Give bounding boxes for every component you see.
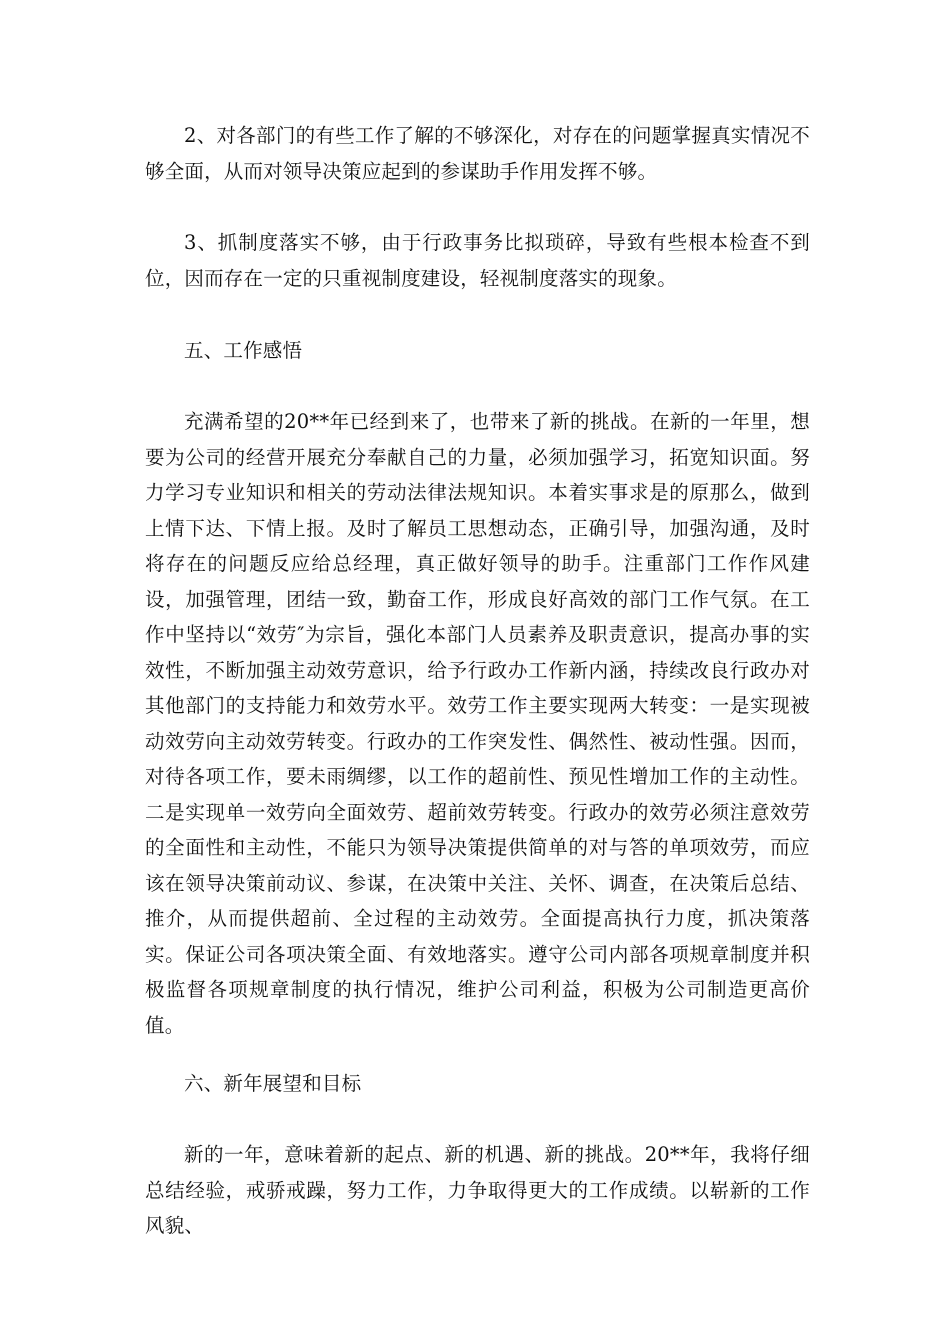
section-6-body: 新的一年，意味着新的起点、新的机遇、新的挑战。20**年，我将仔细总结经验，戒骄戒躁，努力工作，力争取得更大的工作成绩。以崭新的工作风貌、 [145, 1143, 810, 1237]
paragraph-item-2: 2、对各部门的有些工作了解的不够深化，对存在的问题掌握真实情况不够全面，从而对领导决策应起到的参谋助手作用发挥不够。 [145, 124, 810, 183]
paragraph-item-3: 3、抓制度落实不够，由于行政事务比拟琐碎，导致有些根本检查不到位，因而存在一定的只重视制度建设，轻视制度落实的现象。 [145, 231, 810, 290]
section-5-body: 充满希望的20**年已经到来了，也带来了新的挑战。在新的一年里，想要为公司的经营开展充分奉献自己的力量，必须加强学习，拓宽知识面。努力学习专业知识和相关的劳动法律法规知识。本着实事求是的原那么，做到上情下达、下情上报。及时了解员工思想动态，正确引导，加强沟通，及时将存在的问题反应给总经理，真正做好领导的助手。注重部门工作作风建设，加强管理，团结一致，勤奋工作，形成良好高效的部门工作气氛。在工作中坚持以“效劳″为宗旨，强化本部门人员素养及职责意识，提高办事的实效性，不断加强主动效劳意识，给予行政办工作新内涵，持续改良行政办对其他部门的支持能力和效劳水平。效劳工作主要实现两大转变：一是实现被动效劳向主动效劳转变。行政办的工作突发性、偶然性、被动性强。因而，对待各项工作，要未雨绸缪，以工作的超前性、预见性增加工作的主动性。二是实现单一效劳向全面效劳、超前效劳转变。行政办的效劳必须注意效劳的全面性和主动性，不能只为领导决策提供简单的对与答的单项效劳，而应该在领导决策前动议、参谋，在决策中关注、关怀、调查，在决策后总结、推介，从而提供超前、全过程的主动效劳。全面提高执行力度，抓决策落实。保证公司各项决策全面、有效地落实。遵守公司内部各项规章制度并积极监督各项规章制度的执行情况，维护公司利益，积极为公司制造更高价值。 [145, 410, 810, 1037]
section-5-heading: 五、工作感悟 [184, 339, 303, 362]
section-6-heading: 六、新年展望和目标 [184, 1072, 362, 1095]
